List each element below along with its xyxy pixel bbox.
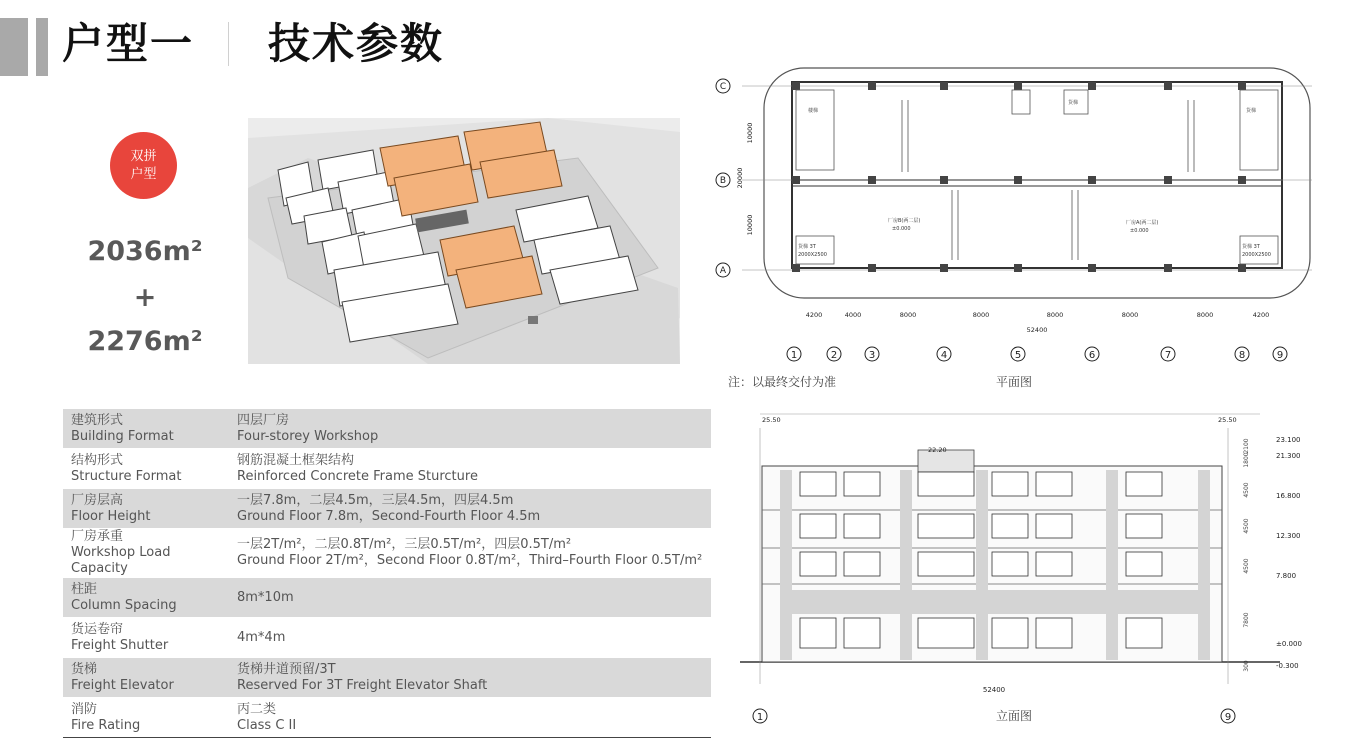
spec-row <box>63 578 711 618</box>
plan-column-dimension: 4200 <box>805 311 823 319</box>
elevation-level-mark: 12.300 <box>1276 532 1301 540</box>
plan-label-stair: 楼梯 <box>808 108 819 114</box>
badge-line-1: 双拼 <box>130 148 157 164</box>
title-divider <box>228 22 229 66</box>
plan-row-dimension: 10000 <box>746 122 754 144</box>
spec-key <box>63 489 229 529</box>
spec-value-cn: 一层7.8m，二层4.5m，三层4.5m，四层4.5m <box>237 492 514 508</box>
spec-value-cn: 货梯井道预留/3T <box>237 661 336 677</box>
spec-table <box>63 408 711 738</box>
spec-key-cn: 柱距 <box>71 581 98 597</box>
plan-label-elevator-right: 货梯 <box>1246 108 1257 114</box>
plan-note: 注：以最终交付为准 <box>728 375 837 389</box>
spec-key <box>63 658 229 698</box>
plan-total-dimension: 52400 <box>1026 326 1048 334</box>
elevation-floor-height: 4500 <box>1243 518 1250 534</box>
spec-value-en: Reserved For 3T Freight Elevator Shaft <box>237 677 488 693</box>
plan-column-axis-label: 5 <box>1014 350 1022 361</box>
site-render <box>248 118 680 364</box>
spec-key-cn: 建筑形式 <box>71 412 124 428</box>
spec-row <box>63 449 711 489</box>
plan-column-axis-label: 9 <box>1276 350 1284 361</box>
spec-row <box>63 489 711 529</box>
plan-row-axis-label: C <box>719 82 727 92</box>
plan-label-shaft-left: 货梯 3T <box>798 244 816 250</box>
spec-value <box>229 529 711 578</box>
plan-label-hall-b: 厂房B(两二层) <box>888 218 921 224</box>
elevation-axis-label: 9 <box>1224 712 1232 723</box>
spec-value-en: Reinforced Concrete Frame Sturcture <box>237 468 478 484</box>
area-value-2 <box>80 326 210 357</box>
spec-key <box>63 409 229 449</box>
accent-bar-wide <box>0 18 28 76</box>
spec-key-en: Freight Shutter <box>71 637 169 653</box>
plan-column-axis-label: 4 <box>940 350 948 361</box>
plan-label-hall-a-level: ±0.000 <box>1130 228 1149 234</box>
area-1-text: 2036m² <box>87 236 203 267</box>
plan-column-dimension: 4200 <box>1252 311 1270 319</box>
plan-column-axis-label: 2 <box>830 350 838 361</box>
plan-label-elevator: 货梯 <box>1068 100 1079 106</box>
elevation-level-mark: ±0.000 <box>1276 640 1302 648</box>
elevation-floor-height: 1800 <box>1243 452 1250 468</box>
unit-type-badge <box>110 132 177 199</box>
plan-row-dimension: 10000 <box>746 214 754 236</box>
spec-value <box>229 578 711 618</box>
elevation-floor-height: 7800 <box>1243 612 1250 628</box>
page-subtitle: 技术参数 <box>268 19 445 68</box>
elevation-axis-label: 1 <box>756 712 764 723</box>
elevation-total-dimension: 52400 <box>982 686 1006 694</box>
spec-key-cn: 货运卷帘 <box>71 621 124 637</box>
spec-key-en: Column Spacing <box>71 597 177 613</box>
area-2-text: 2276m² <box>87 326 203 357</box>
spec-key-en: Floor Height <box>71 508 151 524</box>
elevation-level-mark: 21.300 <box>1276 452 1301 460</box>
spec-value <box>229 449 711 489</box>
elevation-top-mark-mid: 22.20 <box>928 446 947 454</box>
plan-label-hall-a: 厂房A(两二层) <box>1126 220 1159 226</box>
spec-key-cn: 结构形式 <box>71 452 124 468</box>
badge-line-2: 户型 <box>130 166 157 182</box>
area-value-1 <box>80 236 210 267</box>
spec-key <box>63 698 229 738</box>
spec-value <box>229 698 711 738</box>
plan-label-hall-b-level: ±0.000 <box>892 226 911 232</box>
spec-value-cn: 4m*4m <box>237 629 286 645</box>
spec-key-en: Fire Rating <box>71 717 141 733</box>
plan-label-shaft-size-right: 2000X2500 <box>1242 252 1271 258</box>
elevation-caption: 立面图 <box>996 709 1033 723</box>
spec-row <box>63 658 711 698</box>
spec-row <box>63 618 711 658</box>
spec-value <box>229 489 711 529</box>
plan-column-dimension: 8000 <box>899 311 917 319</box>
elevation-floor-height: 4500 <box>1243 482 1250 498</box>
spec-key-cn: 货梯 <box>71 661 98 677</box>
plan-row-dimension: 20000 <box>736 167 744 189</box>
spec-key-en: Structure Format <box>71 468 182 484</box>
spec-value-cn: 一层2T/m²，二层0.8T/m²，三层0.5T/m²，四层0.5T/m² <box>237 537 572 552</box>
plan-column-axis-label: 3 <box>868 350 876 361</box>
spec-key-cn: 消防 <box>71 701 98 717</box>
spec-key <box>63 578 229 618</box>
spec-key <box>63 529 229 578</box>
plan-label-shaft-right: 货梯 3T <box>1242 244 1260 250</box>
plan-column-dimension: 8000 <box>1196 311 1214 319</box>
elevation-top-mark-left: 25.50 <box>762 416 781 424</box>
spec-row <box>63 409 711 449</box>
plan-column-dimension: 8000 <box>1121 311 1139 319</box>
plan-caption: 平面图 <box>996 375 1033 389</box>
area-plus: + <box>133 282 157 313</box>
elevation-level-mark: 23.100 <box>1276 436 1301 444</box>
elevation-floor-height: 2100 <box>1243 438 1250 454</box>
spec-table-body <box>63 409 711 738</box>
plan-column-axis-label: 1 <box>790 350 798 361</box>
spec-key-cn: 厂房层高 <box>71 492 124 508</box>
spec-key <box>63 449 229 489</box>
spec-value-cn: 8m*10m <box>237 589 294 605</box>
spec-value-en: Class C II <box>237 717 297 733</box>
plan-column-dimension: 4000 <box>844 311 862 319</box>
spec-value-cn: 丙二类 <box>237 701 277 717</box>
spec-key-en: Building Format <box>71 428 174 444</box>
spec-value-en: Four-storey Workshop <box>237 428 379 444</box>
page-title: 户型一 <box>62 19 195 68</box>
elevation-level-mark: -0.300 <box>1276 662 1299 670</box>
spec-key <box>63 618 229 658</box>
plan-row-axis-label: B <box>719 176 727 186</box>
spec-value-cn: 钢筋混凝土框架结构 <box>237 452 355 468</box>
plan-column-dimension: 8000 <box>972 311 990 319</box>
spec-value-cn: 四层厂房 <box>237 412 290 428</box>
spec-value <box>229 409 711 449</box>
spec-row <box>63 698 711 738</box>
spec-row <box>63 529 711 578</box>
floor-plan-drawing <box>712 60 1312 370</box>
spec-key-cn: 厂房承重 <box>71 529 124 544</box>
plan-row-axis-label: A <box>719 266 727 276</box>
elevation-drawing <box>740 408 1340 728</box>
plan-column-dimension: 8000 <box>1046 311 1064 319</box>
elevation-level-mark: 7.800 <box>1276 572 1297 580</box>
spec-value <box>229 658 711 698</box>
elevation-floor-height: 4500 <box>1243 558 1250 574</box>
spec-value-en: Ground Floor 2T/m²，Second Floor 0.8T/m²，Third–Fourth Floor 0.5T/m² <box>237 553 703 568</box>
spec-key-en: Freight Elevator <box>71 677 174 693</box>
elevation-floor-height: 300 <box>1243 660 1250 672</box>
elevation-top-mark-right: 25.50 <box>1218 416 1237 424</box>
spec-value-en: Ground Floor 7.8m，Second-Fourth Floor 4.5m <box>237 508 541 524</box>
accent-bar-narrow <box>36 18 48 76</box>
spec-value <box>229 618 711 658</box>
plan-column-axis-label: 6 <box>1088 350 1096 361</box>
elevation-level-mark: 16.800 <box>1276 492 1301 500</box>
spec-key-en: Workshop Load Capacity <box>71 545 171 576</box>
plan-column-axis-label: 7 <box>1164 350 1172 361</box>
plan-label-shaft-size-left: 2000X2500 <box>798 252 827 258</box>
plan-column-axis-label: 8 <box>1238 350 1246 361</box>
